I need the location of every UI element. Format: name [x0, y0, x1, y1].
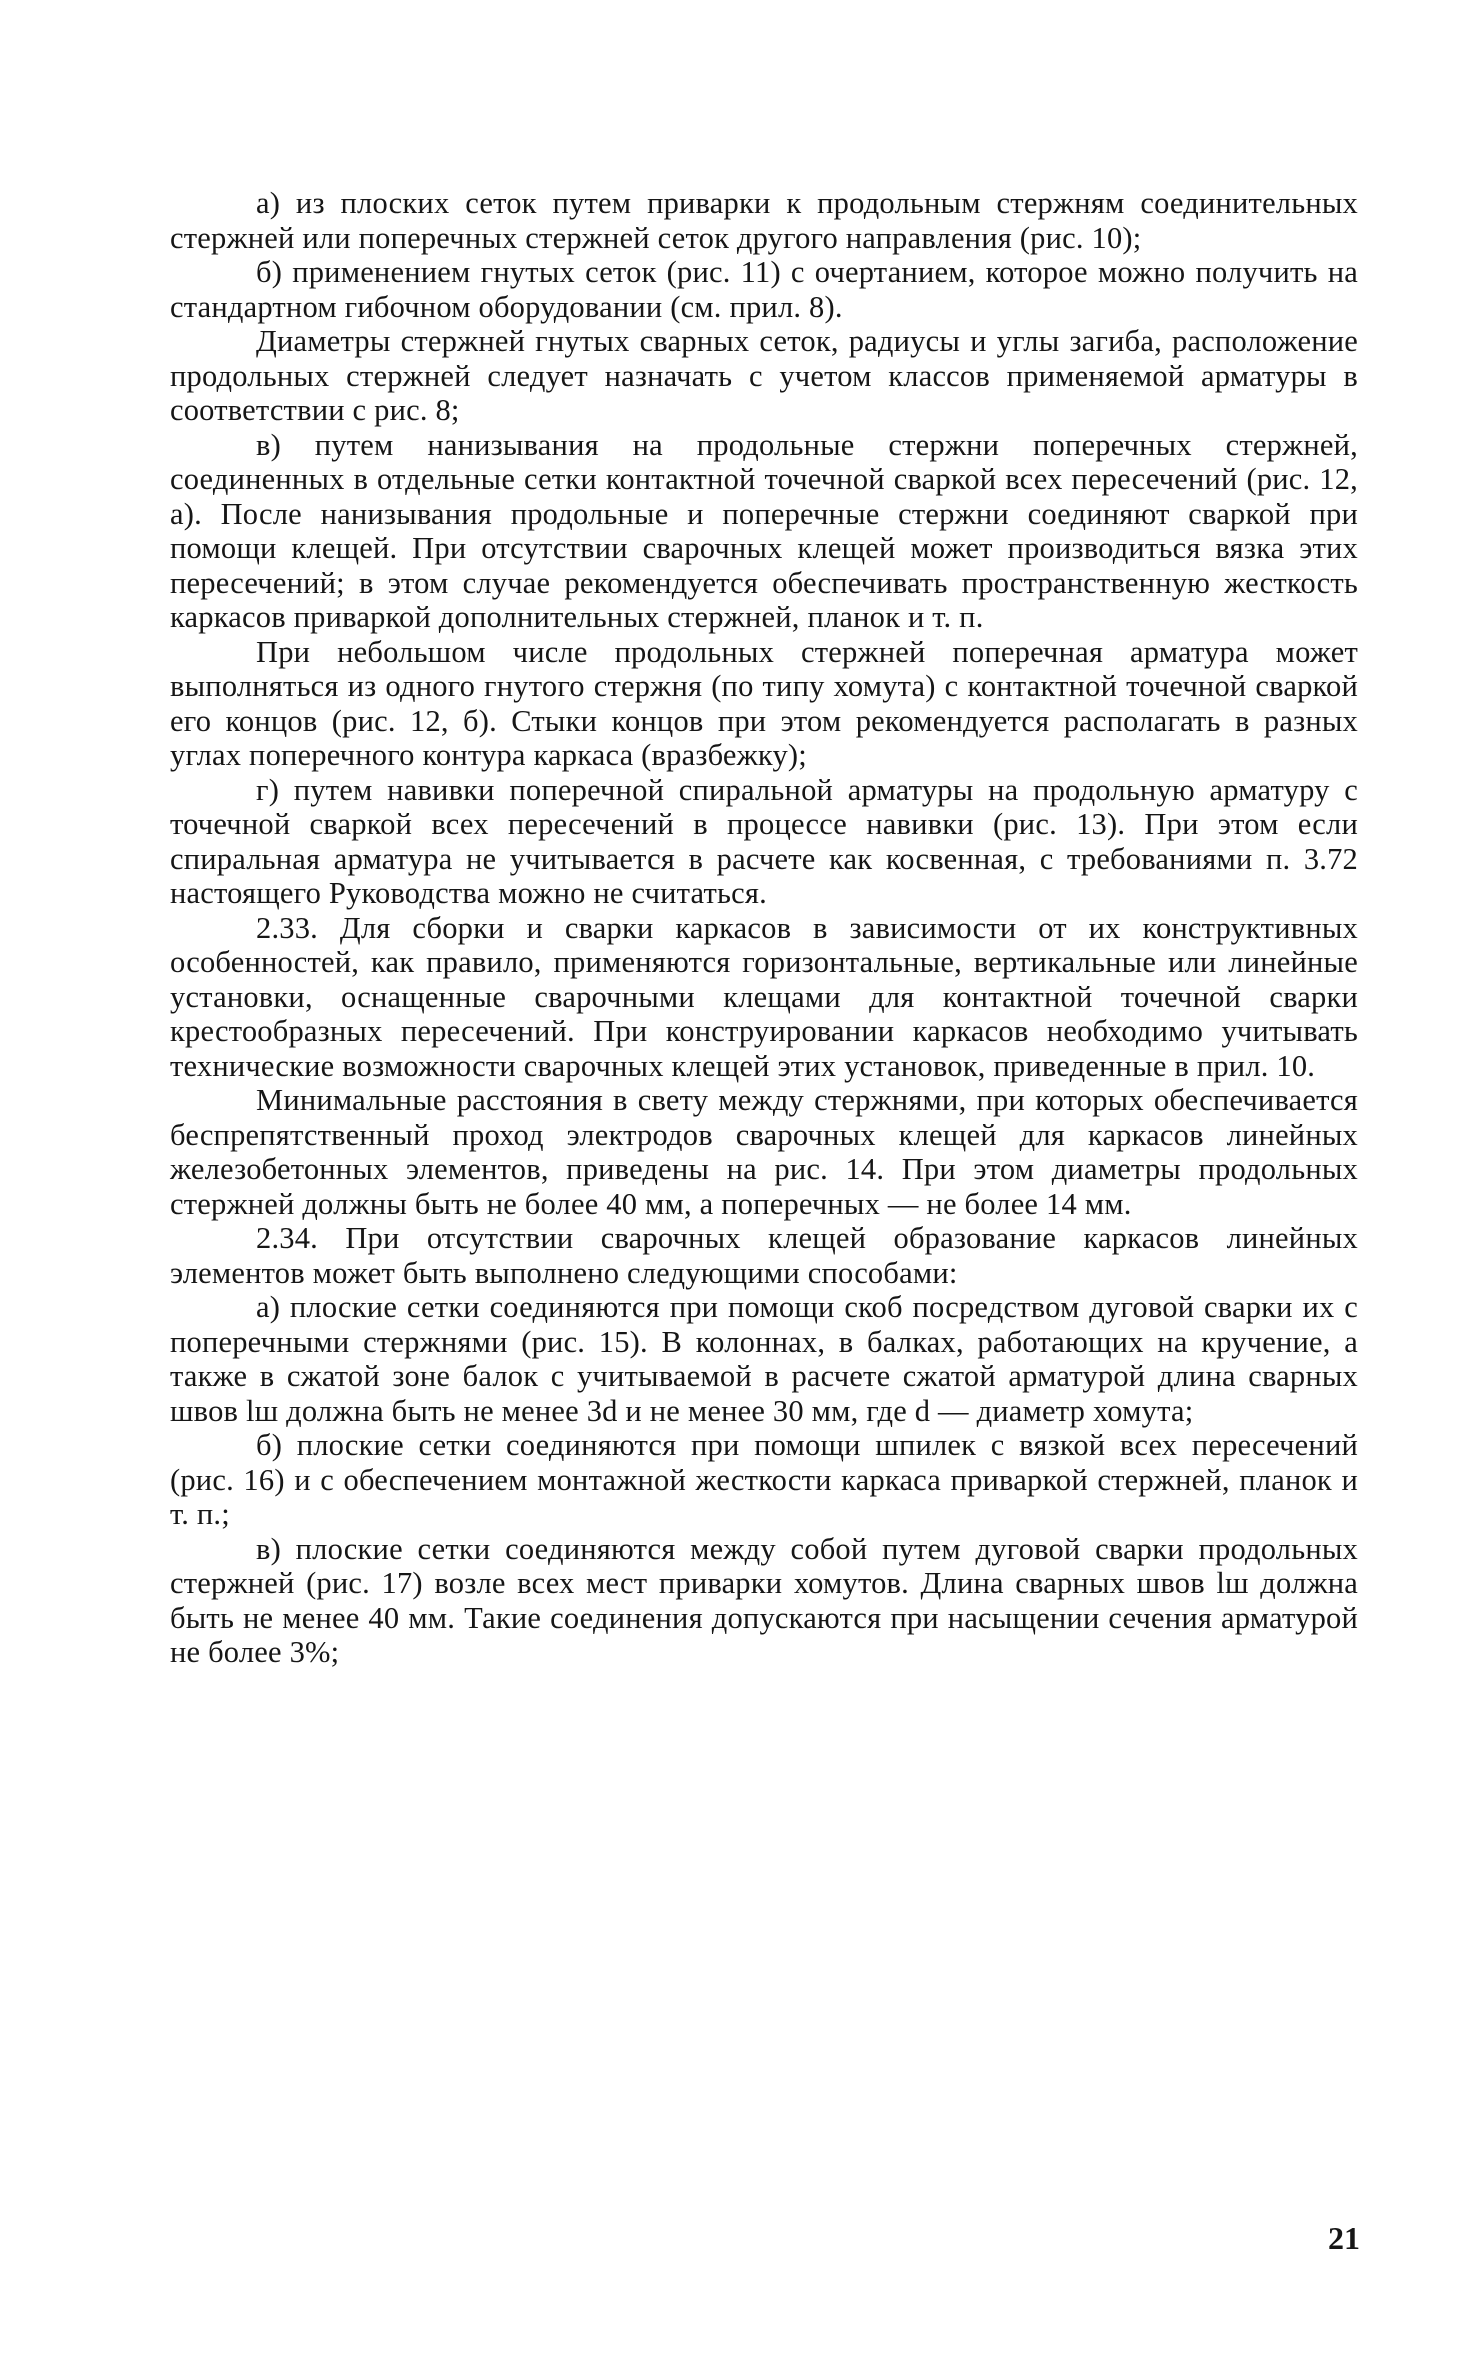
paragraph-a-flat-meshes: а) из плоских сеток путем приварки к продольным стержням соединительных стержней или поперечных стержней сеток другого направления (рис. 10); [170, 186, 1358, 255]
paragraph-bent-mesh-diameters: Диаметры стержней гнутых сварных сеток, радиусы и углы загиба, расположение продольных стержней следует назначать с учетом классов применяемой арматуры в соответствии с рис. 8; [170, 324, 1358, 427]
paragraph-v-threading: в) путем нанизывания на продольные стержни поперечных стержней, соединенных в отдельные сетки контактной точечной сваркой всех пересечений (рис. 12, а). После нанизывания продольные и поперечные стержни соединяют сваркой при помощи клещей. При отсутствии сварочных клещей может производиться вязка этих пересечений; в этом случае рекомендуется обеспечивать пространственную жесткость каркасов приваркой дополнительных стержней, планок и т. п. [170, 427, 1358, 634]
body-text [170, 186, 1358, 1670]
paragraph-g-spiral-winding: г) путем навивки поперечной спиральной арматуры на продольную арматуру с точечной сваркой всех пересечений в процессе навивки (рис. 13). При этом если спиральная арматура не учитывается в расчете как косвенная, с требованиями п. 3.72 настоящего Руководства можно не считаться. [170, 772, 1358, 910]
page-number: 21 [1328, 2220, 1360, 2256]
paragraph-v-arc-welding: в) плоские сетки соединяются между собой путем дуговой сварки продольных стержней (рис. 17) возле всех мест приварки хомутов. Длина сварных швов lш должна быть не менее 40 мм. Такие соединения допускаются при насыщении сечения арматурой не более 3%; [170, 1531, 1358, 1669]
paragraph-b-bent-meshes: б) применением гнутых сеток (рис. 11) с очертанием, которое можно получить на стандартном гибочном оборудовании (см. прил. 8). [170, 255, 1358, 324]
paragraph-2-33-assembly: 2.33. Для сборки и сварки каркасов в зависимости от их конструктивных особенностей, как правило, применяются горизонтальные, вертикальные или линейные установки, оснащенные сварочными клещами для контактной точечной сварки крестообразных пересечений. При конструировании каркасов необходимо учитывать технические возможности сварочных клещей этих установок, приведенные в прил. 10. [170, 910, 1358, 1083]
paragraph-b-pins: б) плоские сетки соединяются при помощи шпилек с вязкой всех пересечений (рис. 16) и с обеспечением монтажной жесткости каркаса приваркой стержней, планок и т. п.; [170, 1428, 1358, 1531]
paragraph-few-longitudinal-bars: При небольшом числе продольных стержней поперечная арматура может выполняться из одного гнутого стержня (по типу хомута) с контактной точечной сваркой его концов (рис. 12, б). Стыки концов при этом рекомендуется располагать в разных углах поперечного контура каркаса (вразбежку); [170, 634, 1358, 772]
paragraph-2-34-no-clamps: 2.34. При отсутствии сварочных клещей образование каркасов линейных элементов может быть выполнено следующими способами: [170, 1221, 1358, 1290]
paragraph-minimum-distances: Минимальные расстояния в свету между стержнями, при которых обеспечивается беспрепятственный проход электродов сварочных клещей для каркасов линейных железобетонных элементов, приведены на рис. 14. При этом диаметры продольных стержней должны быть не более 40 мм, а поперечных — не более 14 мм. [170, 1083, 1358, 1221]
paragraph-a-staples: а) плоские сетки соединяются при помощи скоб посредством дуговой сварки их с поперечными стержнями (рис. 15). В колоннах, в балках, работающих на кручение, а также в сжатой зоне балок с учитываемой в расчете сжатой арматурой длина сварных швов lш должна быть не менее 3d и не менее 30 мм, где d — диаметр хомута; [170, 1290, 1358, 1428]
